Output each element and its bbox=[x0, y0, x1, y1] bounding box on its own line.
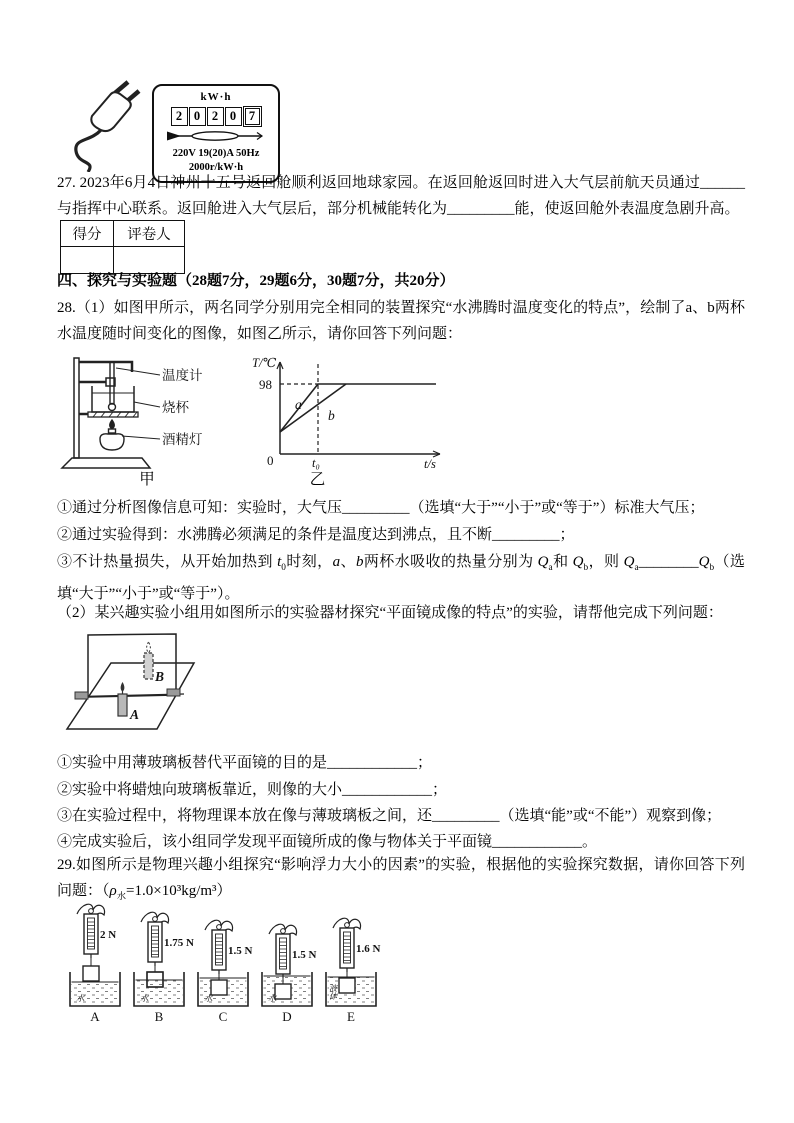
setup-c bbox=[198, 920, 253, 1024]
meter-dial-arrow bbox=[165, 130, 267, 142]
curve-a-label: a bbox=[295, 397, 302, 412]
q28-2-sub1: ①实验中用薄玻璃板替代平面镜的目的是____________； bbox=[57, 755, 433, 771]
setup-letter-d: D bbox=[282, 1009, 292, 1024]
meter-digit-row bbox=[158, 106, 274, 127]
question-29-intro: 29.如图所示是物理兴趣小组探究“影响浮力大小的因素”的实验，根据他的实验探究数据，请你回答下列问题：$(\rho_水=1.0\times 10^3kg/m^3)$ bbox=[57, 857, 745, 902]
liquid-label-c: 水 bbox=[204, 993, 213, 1003]
figure-electric-meter bbox=[56, 80, 280, 183]
setup-b bbox=[134, 912, 194, 1024]
q28-sub1: ①通过分析图像信息可知：实验时，大气压_________（选填“大于”“小于”或“等于”）标准大气压； bbox=[57, 500, 705, 516]
setup-e bbox=[326, 918, 381, 1024]
setup-a bbox=[70, 904, 120, 1024]
liquid-label-b: 水 bbox=[140, 993, 149, 1003]
liquid-label-e: 液体 bbox=[328, 984, 338, 1000]
scale-reading-e: 1.6 N bbox=[356, 943, 381, 955]
mirror-label-a: A bbox=[130, 707, 140, 722]
setup-letter-b: B bbox=[154, 1009, 164, 1024]
graph-xlabel: t/s bbox=[424, 457, 436, 470]
clip-right bbox=[167, 689, 180, 696]
liquid-label-a: 水 bbox=[76, 993, 85, 1003]
figure-row-q28 bbox=[58, 352, 455, 490]
meter-digit: 7 bbox=[245, 108, 260, 125]
meter-digit: 2 bbox=[171, 107, 188, 126]
section-4-header: 四、探究与实验题（28题7分，29题6分，30题7分，共20分） bbox=[57, 273, 455, 289]
meter-digit: 2 bbox=[207, 107, 224, 126]
figure-plane-mirror bbox=[60, 633, 278, 750]
mirror-label-b: B bbox=[155, 669, 165, 684]
question-28-intro: 28.（1）如图甲所示，两名同学分别用完全相同的装置探究“水沸腾时温度变化的特点”，绘制了a、b两杯水温度随时间变化的图像，如图乙所示，请你回答下列问题： bbox=[57, 300, 745, 342]
liquid-label-d: 水 bbox=[268, 993, 277, 1003]
beaker-shape bbox=[92, 386, 134, 412]
boiling-apparatus-diagram bbox=[58, 352, 236, 470]
figure-buoyancy-experiment bbox=[64, 902, 394, 1031]
q28-2-sub4: ④完成实验后，该小组同学发现平面镜所成的像与物体关于平面镜____________。 bbox=[57, 834, 598, 850]
plane-mirror-diagram bbox=[60, 633, 278, 745]
score-table bbox=[60, 220, 185, 274]
candle-b-image bbox=[144, 642, 153, 679]
graph-ylabel: T/℃ bbox=[252, 356, 277, 370]
alcohol-lamp-label: 酒精灯 bbox=[162, 432, 203, 447]
clip-left bbox=[75, 692, 88, 699]
scale-reading-a: 2 N bbox=[100, 929, 117, 941]
meter-decimal-digit-frame bbox=[243, 106, 262, 127]
scale-reading-b: 1.75 N bbox=[164, 937, 194, 949]
buoyancy-diagram bbox=[64, 902, 394, 1026]
meter-digit: 0 bbox=[189, 107, 206, 126]
q28-sub2: ②通过实验得到：水沸腾必须满足的条件是温度达到沸点，且不断_________； bbox=[57, 527, 575, 543]
scale-reading-d: 1.5 N bbox=[292, 949, 317, 961]
candle-a-object bbox=[118, 682, 127, 716]
meter-unit-label: kW·h bbox=[200, 91, 232, 103]
q28-2-sub3: ③在实验过程中，将物理课本放在像与薄玻璃板之间，还_________（选填“能”或“不能”）观察到像； bbox=[57, 808, 722, 824]
curve-b-label: b bbox=[328, 408, 335, 423]
caption-yi: 乙 bbox=[309, 471, 326, 488]
scale-reading-c: 1.5 N bbox=[228, 945, 253, 957]
beaker-label: 烧杯 bbox=[162, 400, 189, 415]
alcohol-lamp-shape bbox=[100, 420, 124, 450]
figure-temperature-graph bbox=[250, 352, 455, 490]
caption-jia: 甲 bbox=[139, 471, 155, 488]
temperature-time-graph bbox=[250, 352, 455, 470]
leader-lines bbox=[116, 368, 160, 439]
graph-98-tick: 98 bbox=[259, 377, 272, 392]
graph-t0-tick: t₀ bbox=[312, 456, 320, 470]
setup-letter-c: C bbox=[218, 1009, 228, 1024]
graph-origin: 0 bbox=[267, 453, 274, 468]
meter-spec-line2: 2000r/kW·h bbox=[188, 162, 244, 173]
q28-2-sub2: ②实验中将蜡烛向玻璃板靠近，则像的大小____________； bbox=[57, 782, 448, 798]
score-header-cell: 得分 bbox=[61, 221, 114, 247]
figure-boiling-apparatus bbox=[58, 352, 236, 490]
setup-letter-a: A bbox=[90, 1009, 100, 1024]
q28-2-intro: （2）某兴趣实验小组用如图所示的实验器材探究“平面镜成像的特点”的实验，请帮他完成下列问题： bbox=[57, 605, 723, 621]
meter-spec-line1: 220V 19(20)A 50Hz bbox=[172, 148, 260, 159]
thermometer-label: 温度计 bbox=[162, 368, 203, 383]
setup-d bbox=[262, 924, 317, 1024]
setup-letter-e: E bbox=[347, 1009, 355, 1024]
grader-header-cell: 评卷人 bbox=[114, 221, 185, 247]
curve-a-and-b bbox=[280, 384, 436, 432]
meter-digit: 0 bbox=[225, 107, 242, 126]
electric-meter bbox=[152, 84, 280, 183]
q28-sub3: ③不计热量损失，从开始加热到 $t_0$时刻，a、b两杯水吸收的热量分别为 $Q_a$和 $Q_b$，则 $Q_a\_\_\_\_\_\_\_\_Q_b$（选填“大于”“小于”或“等于”）。 bbox=[57, 554, 745, 602]
glass-plate bbox=[88, 634, 176, 697]
question-27-text: 27. 2023年6月4日神州十五号返回舱顺利返回地球家园。在返回舱返回时进入大气层前航天员通过______与指挥中心联系。返回舱进入大气层后，部分机械能转化为_________能，使返回舱外表温度急剧升高。 bbox=[57, 175, 745, 217]
iron-stand bbox=[62, 358, 150, 468]
power-plug-icon bbox=[56, 80, 148, 172]
